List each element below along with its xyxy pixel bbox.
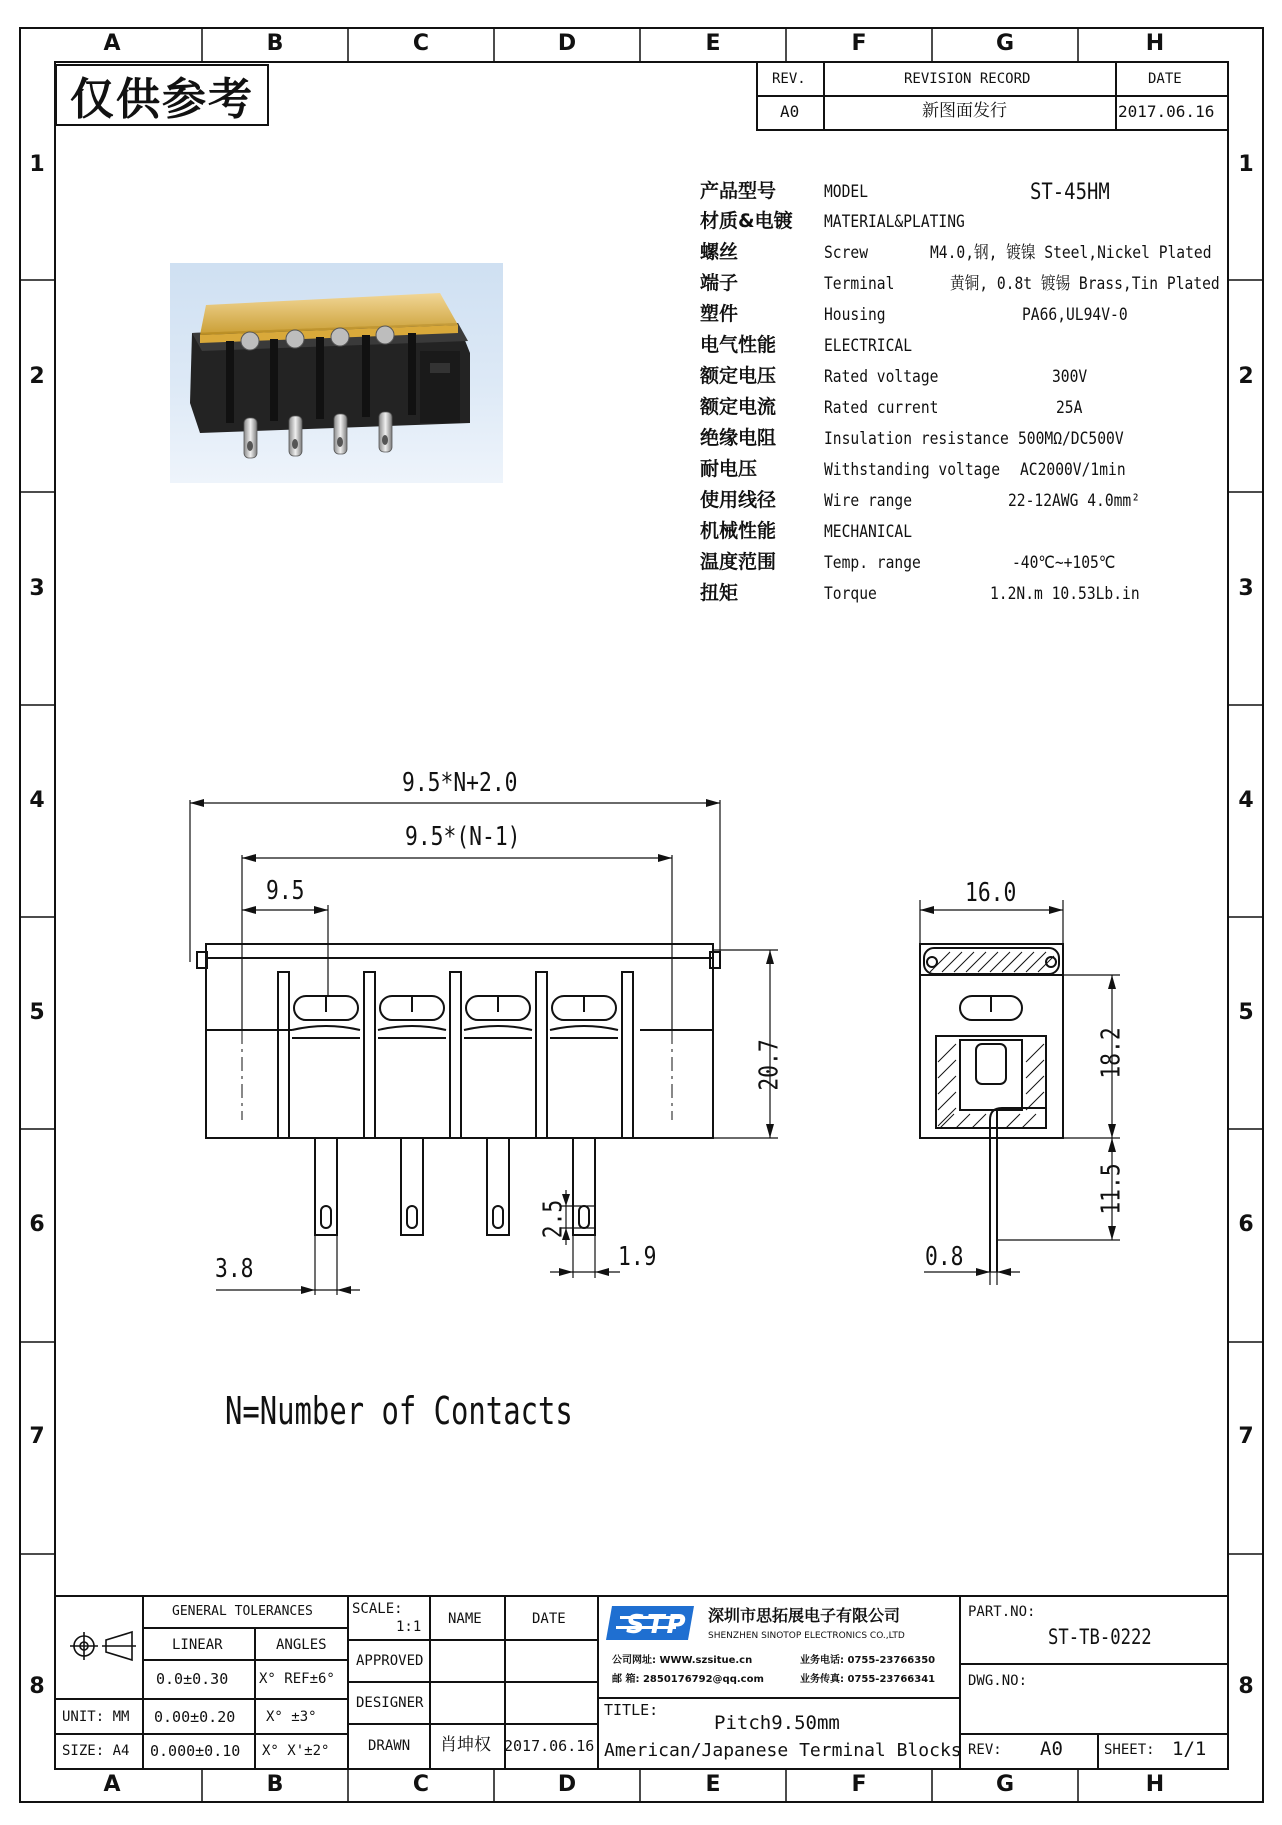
approved-label: APPROVED: [356, 1653, 424, 1669]
zone-row-8-right: 8: [1238, 1674, 1254, 1699]
zone-row-6-right: 6: [1238, 1212, 1254, 1237]
spec-en-insulation: Insulation resistance: [824, 429, 1009, 449]
dim-pin-width: 3.8: [215, 1254, 254, 1284]
zone-col-b-top: B: [266, 31, 284, 56]
dim-side-height: 18.2: [1096, 1027, 1127, 1079]
dim-pitch: 9.5: [266, 876, 305, 906]
zone-row-3-right: 3: [1238, 576, 1254, 601]
sheet-value: 1/1: [1172, 1738, 1207, 1760]
zone-col-b-bottom: B: [266, 1772, 284, 1797]
part-no-label: PART.NO:: [968, 1604, 1036, 1620]
drawn-name: 肖坤权: [440, 1735, 491, 1755]
product-photo: [170, 263, 503, 483]
rev-value-tb: A0: [1040, 1738, 1063, 1760]
zone-col-d-top: D: [557, 31, 577, 56]
spec-en-rated-current: Rated current: [824, 398, 939, 418]
spec-cn-temp-range: 温度范围: [700, 551, 777, 573]
zone-col-a-top: A: [103, 31, 121, 56]
scale-value: 1:1: [396, 1619, 422, 1635]
spec-en-material: MATERIAL&PLATING: [824, 212, 965, 232]
part-no-value: ST-TB-0222: [1048, 1625, 1152, 1649]
name-header: NAME: [448, 1611, 482, 1627]
zone-row-4-right: 4: [1238, 788, 1254, 813]
logo-text: STP: [626, 1610, 688, 1640]
spec-value-wire-range: 22-12AWG 4.0mm²: [1008, 491, 1141, 511]
size-label: SIZE: A4: [62, 1743, 130, 1759]
spec-en-withstanding: Withstanding voltage: [824, 460, 1001, 480]
spec-cn-material: 材质&电镀: [700, 210, 793, 232]
zone-col-f-bottom: F: [851, 1772, 867, 1797]
reference-only-stamp: 仅供参考: [55, 64, 269, 126]
zone-row-8-left: 8: [29, 1674, 45, 1699]
spec-cn-torque: 扭矩: [700, 582, 739, 604]
zone-row-1-left: 1: [29, 152, 45, 177]
contacts-note: N=Number of Contacts: [225, 1389, 573, 1433]
zone-row-4-left: 4: [29, 788, 45, 813]
terminal-block-image: [170, 263, 503, 483]
company-name-en: SHENZHEN SINOTOP ELECTRONICS CO.,LTD: [708, 1631, 905, 1641]
title-label: TITLE:: [604, 1701, 659, 1719]
drawn-date: 2017.06.16: [504, 1737, 595, 1755]
company-name-cn: 深圳市思拓展电子有限公司: [708, 1606, 901, 1625]
spec-en-rated-voltage: Rated voltage: [824, 367, 939, 387]
tol-angle-1: X° REF±6°: [259, 1671, 335, 1687]
spec-cn-electrical: 电气性能: [700, 334, 777, 356]
zone-row-2-left: 2: [29, 364, 45, 389]
spec-value-torque: 1.2N.m 10.53Lb.in: [990, 584, 1140, 604]
spec-value-model: ST-45HM: [1030, 180, 1110, 205]
general-tolerances-label: GENERAL TOLERANCES: [172, 1604, 313, 1619]
dwg-no-label: DWG.NO:: [968, 1673, 1028, 1689]
spec-en-terminal: Terminal: [824, 274, 895, 294]
zone-row-7-right: 7: [1238, 1424, 1254, 1449]
spec-cn-insulation: 绝缘电阻: [700, 427, 777, 449]
zone-row-2-right: 2: [1238, 364, 1254, 389]
zone-col-e-bottom: E: [705, 1772, 721, 1797]
contact-phone: 业务电话: 0755-23766350: [800, 1655, 936, 1666]
zone-col-c-bottom: C: [412, 1772, 430, 1797]
zone-col-h-bottom: H: [1145, 1772, 1165, 1797]
zone-col-e-top: E: [705, 31, 721, 56]
company-logo: [602, 1604, 698, 1642]
spec-value-withstanding: AC2000V/1min: [1020, 460, 1126, 480]
sheet-label: SHEET:: [1104, 1742, 1155, 1758]
tol-linear-3: 0.000±0.10: [150, 1742, 241, 1760]
zone-row-3-left: 3: [29, 576, 45, 601]
dim-overall-length: 9.5*N+2.0: [402, 768, 518, 798]
title-line-2: American/Japanese Terminal Blocks: [604, 1740, 962, 1761]
dim-slot-width: 1.9: [618, 1242, 657, 1272]
zone-col-c-top: C: [412, 31, 430, 56]
designer-label: DESIGNER: [356, 1695, 424, 1711]
unit-label: UNIT: MM: [62, 1709, 130, 1725]
spec-en-electrical: ELECTRICAL: [824, 336, 913, 356]
tol-linear-2: 0.00±0.20: [154, 1708, 236, 1726]
tol-angle-2: X° ±3°: [266, 1709, 317, 1725]
dim-thickness: 0.8: [925, 1242, 964, 1272]
spec-cn-screw: 螺丝: [700, 241, 739, 263]
spec-value-insulation: 500MΩ/DC500V: [1018, 429, 1124, 449]
dim-slot-height: 2.5: [538, 1199, 569, 1239]
revision-date-value: 2017.06.16: [1118, 102, 1215, 121]
spec-value-terminal: 黄铜, 0.8t 镀锡 Brass,Tin Plated: [950, 274, 1220, 294]
spec-en-housing: Housing: [824, 305, 886, 325]
spec-en-screw: Screw: [824, 243, 869, 263]
linear-label: LINEAR: [172, 1637, 223, 1653]
spec-value-temp-range: -40℃~+105℃: [1012, 553, 1116, 573]
contact-email: 邮 箱: 2850176792@qq.com: [612, 1674, 764, 1685]
zone-col-a-bottom: A: [103, 1772, 121, 1797]
dim-pin-span: 9.5*(N-1): [405, 822, 521, 852]
date-header: DATE: [1148, 71, 1182, 87]
spec-value-screw: M4.0,钢, 镀镍 Steel,Nickel Plated: [930, 243, 1212, 263]
spec-value-rated-voltage: 300V: [1052, 367, 1088, 387]
revision-record-header: REVISION RECORD: [904, 71, 1031, 87]
tol-linear-1: 0.0±0.30: [156, 1670, 229, 1688]
zone-col-g-top: G: [995, 31, 1015, 56]
drawn-label: DRAWN: [368, 1738, 411, 1754]
spec-en-temp-range: Temp. range: [824, 553, 921, 573]
spec-cn-housing: 塑件: [700, 303, 739, 325]
angles-label: ANGLES: [276, 1637, 327, 1653]
spec-cn-terminal: 端子: [700, 272, 739, 294]
zone-col-f-top: F: [851, 31, 867, 56]
spec-value-housing: PA66,UL94V-0: [1022, 305, 1128, 325]
zone-row-1-right: 1: [1238, 152, 1254, 177]
contact-website: 公司网址: WWW.szsitue.cn: [612, 1655, 753, 1666]
spec-en-mechanical: MECHANICAL: [824, 522, 913, 542]
spec-cn-rated-current: 额定电流: [700, 396, 777, 418]
contact-fax: 业务传真: 0755-23766341: [800, 1674, 936, 1685]
zone-row-5-left: 5: [29, 1000, 45, 1025]
revision-record-value: 新图面发行: [922, 101, 1007, 121]
rev-value: A0: [780, 102, 800, 121]
zone-row-6-left: 6: [29, 1212, 45, 1237]
spec-cn-mechanical: 机械性能: [700, 520, 777, 542]
spec-cn-model: 产品型号: [700, 180, 777, 202]
dim-side-width: 16.0: [965, 878, 1017, 908]
spec-value-rated-current: 25A: [1056, 398, 1083, 418]
dim-pin-length: 11.5: [1096, 1163, 1127, 1215]
spec-en-torque: Torque: [824, 584, 877, 604]
specifications-table: [700, 182, 1220, 612]
zone-col-h-top: H: [1145, 31, 1165, 56]
spec-en-wire-range: Wire range: [824, 491, 913, 511]
zone-row-5-right: 5: [1238, 1000, 1254, 1025]
spec-cn-rated-voltage: 额定电压: [700, 365, 777, 387]
title-line-1: Pitch9.50mm: [714, 1712, 840, 1734]
rev-header: REV.: [772, 71, 806, 87]
spec-en-model: MODEL: [824, 182, 869, 202]
spec-cn-wire-range: 使用线径: [700, 489, 777, 511]
zone-col-d-bottom: D: [557, 1772, 577, 1797]
rev-label-tb: REV:: [968, 1742, 1002, 1758]
zone-row-7-left: 7: [29, 1424, 45, 1449]
date-header-tb: DATE: [532, 1611, 566, 1627]
scale-label: SCALE:: [352, 1601, 403, 1617]
tol-angle-3: X° X'±2°: [262, 1743, 330, 1759]
zone-col-g-bottom: G: [995, 1772, 1015, 1797]
dim-height: 20.7: [754, 1039, 785, 1091]
spec-cn-withstanding: 耐电压: [700, 458, 758, 480]
